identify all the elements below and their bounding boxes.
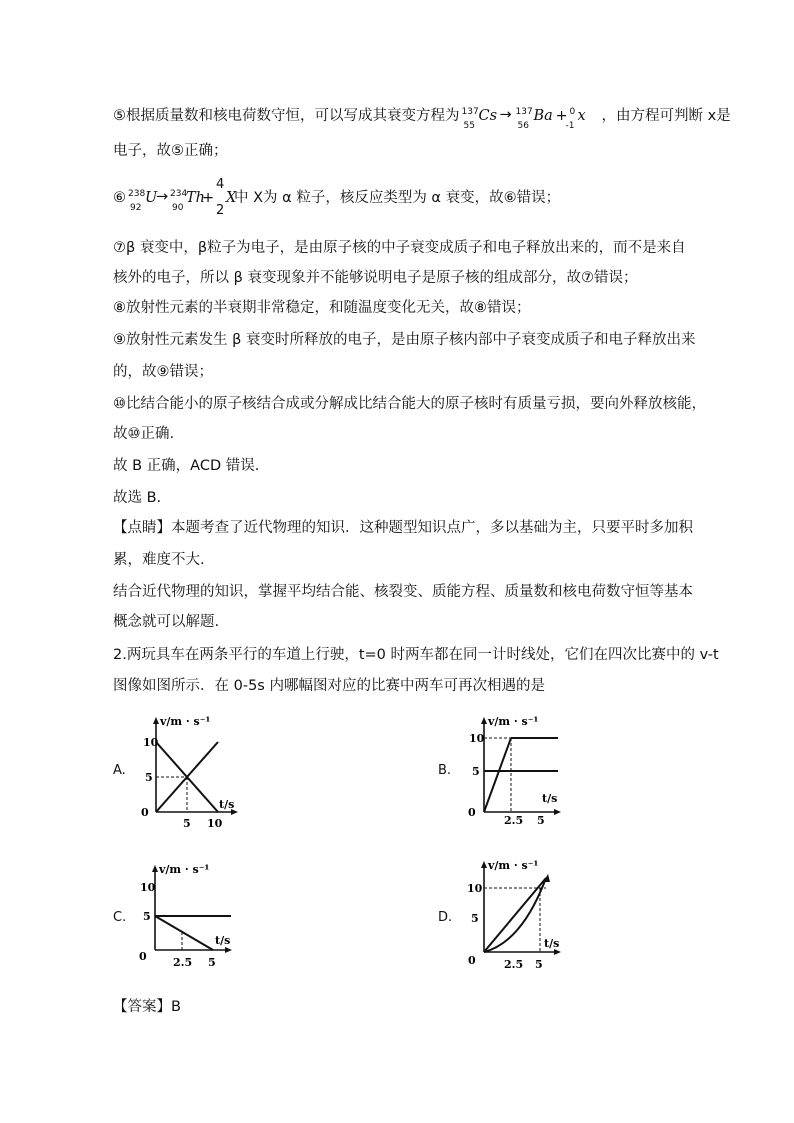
graph-d-svg <box>462 858 572 974</box>
x-axis-arrow-icon <box>554 809 561 815</box>
y-tick-label: 0 <box>468 954 476 967</box>
x-axis-label: t/s <box>542 792 558 805</box>
mass-number: 4 <box>216 177 225 192</box>
option-label-a: A. <box>113 763 126 778</box>
text-line: 故选 B. <box>113 490 162 506</box>
series-line-accelerating <box>484 738 511 812</box>
y-axis-arrow-icon <box>153 717 159 724</box>
graph-a <box>135 716 245 832</box>
text-line: 图像如图所示．在 0-5s 内哪幅图对应的比赛中两车可再次相遇的是 <box>113 678 545 694</box>
graph-a-svg <box>135 716 245 828</box>
x-tick-label: 5 <box>535 958 543 971</box>
graph-c-svg <box>135 862 245 974</box>
mass-number: 137 <box>461 107 479 117</box>
arrow-icon: → <box>156 189 169 205</box>
text-segment: 中 X为 α 粒子，核反应类型为 α 衰变，故⑥错误； <box>234 190 561 206</box>
element-symbol: Cs <box>478 108 498 124</box>
mass-number: 234 <box>170 189 188 199</box>
y-tick-label: 5 <box>471 912 479 925</box>
text-line: 累，难度不大. <box>113 552 205 568</box>
graph-c <box>135 862 245 978</box>
series-line-decreasing <box>155 916 213 950</box>
text-line: 故⑩正确. <box>113 426 175 442</box>
text-line: 结合近代物理的知识，掌握平均结合能、核裂变、质能方程、质量数和核电荷数守恒等基本 <box>113 584 693 600</box>
curve-arrow-icon <box>543 874 550 882</box>
y-axis-label: v/m · s⁻¹ <box>488 715 539 728</box>
graph-d <box>462 858 572 978</box>
y-axis-arrow-icon <box>481 861 487 868</box>
x-axis-label: t/s <box>219 798 235 811</box>
y-tick-label: 10 <box>469 732 485 745</box>
y-tick-label: 0 <box>139 950 147 963</box>
y-tick-label: 0 <box>141 806 149 819</box>
graph-b-svg <box>462 716 572 828</box>
x-axis-label: t/s <box>544 937 560 950</box>
text-line: 核外的电子，所以 β 衰变现象并不能够说明电子是原子核的组成部分，故⑦错误； <box>113 270 638 286</box>
text-segment: ⑥ <box>113 190 126 206</box>
text-line: ⑩比结合能小的原子核结合成或分解成比结合能大的原子核时有质量亏损，要向外释放核能， <box>113 396 706 412</box>
element-symbol: Ba <box>533 108 553 124</box>
y-tick-label: 10 <box>467 882 483 895</box>
text-line: 故 B 正确，ACD 错误. <box>113 458 260 474</box>
plus-sign: + <box>555 108 568 124</box>
option-label-d: D. <box>438 910 453 925</box>
particle-symbol: X <box>226 190 237 206</box>
charge-number: -1 <box>565 121 575 131</box>
x-tick-label: 5 <box>183 817 191 830</box>
text-line: 【点睛】本题考查了近代物理的知识．这种题型知识点广，多以基础为主，只要平时多加积 <box>113 520 693 536</box>
mass-number: 137 <box>515 107 533 117</box>
y-tick-label: 5 <box>143 910 151 923</box>
text-line: 的，故⑨错误； <box>113 364 213 380</box>
text-line <box>113 106 731 131</box>
y-tick-label: 5 <box>145 771 153 784</box>
element-symbol: Th <box>186 190 206 206</box>
y-tick-label: 5 <box>472 765 480 778</box>
y-tick-label: 10 <box>140 881 156 894</box>
mass-number: 0 <box>569 107 576 117</box>
series-line-linear <box>484 878 546 952</box>
y-axis-label: v/m · s⁻¹ <box>160 715 211 728</box>
option-label-c: C. <box>113 910 127 925</box>
x-tick-label: 2.5 <box>173 956 193 969</box>
x-tick-label: 2.5 <box>504 958 524 971</box>
text-segment: ⑤根据质量数和核电荷数守恒，可以写成其衰变方程为 <box>113 108 460 124</box>
answer-line: 【答案】B <box>113 999 181 1015</box>
charge-number: 56 <box>517 121 529 131</box>
text-line: 2.两玩具车在两条平行的车道上行驶，t=0 时两车都在同一计时线处，它们在四次比赛中的 v-t <box>113 647 719 663</box>
charge-number: 90 <box>172 203 184 213</box>
y-axis-label: v/m · s⁻¹ <box>159 863 210 876</box>
option-label-b: B. <box>438 763 452 778</box>
text-line <box>113 177 561 218</box>
x-axis-label: t/s <box>215 934 231 947</box>
x-tick-label: 5 <box>208 956 216 969</box>
element-symbol: U <box>145 190 158 206</box>
y-tick-label: 10 <box>143 736 159 749</box>
x-axis-arrow-icon <box>225 947 232 953</box>
mass-number: 238 <box>128 189 146 199</box>
x-tick-label: 10 <box>207 817 223 830</box>
charge-number: 55 <box>463 121 475 131</box>
text-line: 电子，故⑤正确； <box>113 143 228 159</box>
x-tick-label: 2.5 <box>504 814 524 827</box>
arrow-icon: → <box>499 107 512 123</box>
plus-sign: + <box>202 190 215 206</box>
y-tick-label: 0 <box>468 806 476 819</box>
charge-number: 2 <box>216 203 225 218</box>
text-line: 概念就可以解题. <box>113 614 220 630</box>
text-segment: ，由方程可判断 x是 <box>601 108 731 124</box>
y-axis-arrow-icon <box>481 717 487 724</box>
text-line: ⑧放射性元素的半衰期非常稳定，和随温度变化无关，故⑧错误； <box>113 300 531 316</box>
decay-equation <box>126 177 237 218</box>
decay-equation <box>460 106 602 131</box>
text-line: ⑨放射性元素发生 β 衰变时所释放的电子，是由原子核内部中子衰变成质子和电子释放出来 <box>113 332 696 348</box>
graph-b <box>462 716 572 832</box>
y-axis-arrow-icon <box>152 865 158 872</box>
charge-number: 92 <box>130 203 142 213</box>
y-axis-label: v/m · s⁻¹ <box>488 859 539 872</box>
text-line: ⑦β 衰变中，β粒子为电子，是由原子核的中子衰变成质子和电子释放出来的，而不是来自 <box>113 240 686 256</box>
particle-symbol: x <box>577 108 586 124</box>
x-tick-label: 5 <box>537 814 545 827</box>
